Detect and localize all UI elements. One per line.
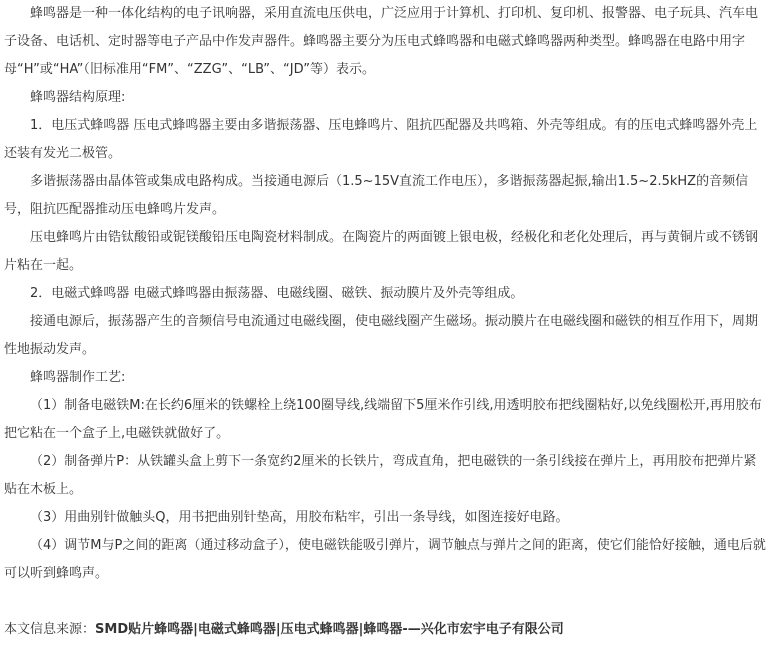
article-paragraph-piezo-disc: 压电蜂鸣片由锆钛酸铅或铌镁酸铅压电陶瓷材料制成。在陶瓷片的两面镀上银电极，经极化和老化处理后，再与黄铜片或不锈钢片粘在一起。: [4, 230, 759, 273]
article-paragraph-oscillator: 多谐振荡器由晶体管或集成电路构成。当接通电源后（1.5~15V直流工作电压），多谐振荡器起振,输出1.5~2.5kHZ的音频信号，阻抗匹配器推动压电蜂鸣片发声。: [4, 174, 749, 217]
article-step-4: （4）调节M与P之间的距离（通过移动盒子），使电磁铁能吸引弹片，调节触点与弹片之间的距离，使它们能恰好接触，通电后就可以听到蜂鸣声。: [4, 538, 766, 581]
source-link[interactable]: SMD贴片蜂鸣器|电磁式蜂鸣器|压电式蜂鸣器|蜂鸣器-—兴化市宏宇电子有限公司: [95, 622, 564, 637]
source-line: [4, 616, 767, 644]
spacer: [4, 588, 767, 616]
article-paragraph-electromagnetic: 2．电磁式蜂鸣器 电磁式蜂鸣器由振荡器、电磁线圈、磁铁、振动膜片及外壳等组成。: [30, 286, 524, 301]
article-heading-structure: 蜂鸣器结构原理:: [30, 90, 126, 105]
article-paragraph-piezo: 1．电压式蜂鸣器 压电式蜂鸣器主要由多谐振荡器、压电蜂鸣片、阻抗匹配器及共鸣箱、外壳等组成。有的压电式蜂鸣器外壳上还装有发光二极管。: [4, 118, 758, 161]
article-paragraph-magnetic-field: 接通电源后，振荡器产生的音频信号电流通过电磁线圈，使电磁线圈产生磁场。振动膜片在电磁线圈和磁铁的相互作用下，周期性地振动发声。: [4, 314, 759, 357]
article-step-3: （3）用曲别针做触头Q，用书把曲别针垫高，用胶布粘牢，引出一条导线，如图连接好电路。: [30, 510, 569, 525]
source-label: 本文信息来源：: [4, 622, 96, 637]
article-paragraph-intro: 蜂鸣器是一种一体化结构的电子讯响器，采用直流电压供电，广泛应用于计算机、打印机、复印机、报警器、电子玩具、汽车电子设备、电话机、定时器等电子产品中作发声器件。蜂鸣器主要分为压电式蜂鸣器和电磁式蜂鸣器两种类型。蜂鸣器在电路中用字母“H”或“HA”（旧标准用“FM”、“ZZG”、“LB”、“JD”等）表示。: [4, 6, 759, 77]
article-heading-process: 蜂鸣器制作工艺:: [30, 370, 126, 385]
article-step-2: （2）制备弹片P：从铁罐头盒上剪下一条宽约2厘米的长铁片，弯成直角，把电磁铁的一条引线接在弹片上，再用胶布把弹片紧贴在木板上。: [4, 454, 757, 497]
article-step-1: （1）制备电磁铁M:在长约6厘米的铁螺栓上绕100圈导线,线端留下5厘米作引线,用透明胶布把线圈粘好,以免线圈松开,再用胶布把它粘在一个盒子上,电磁铁就做好了。: [4, 398, 762, 441]
